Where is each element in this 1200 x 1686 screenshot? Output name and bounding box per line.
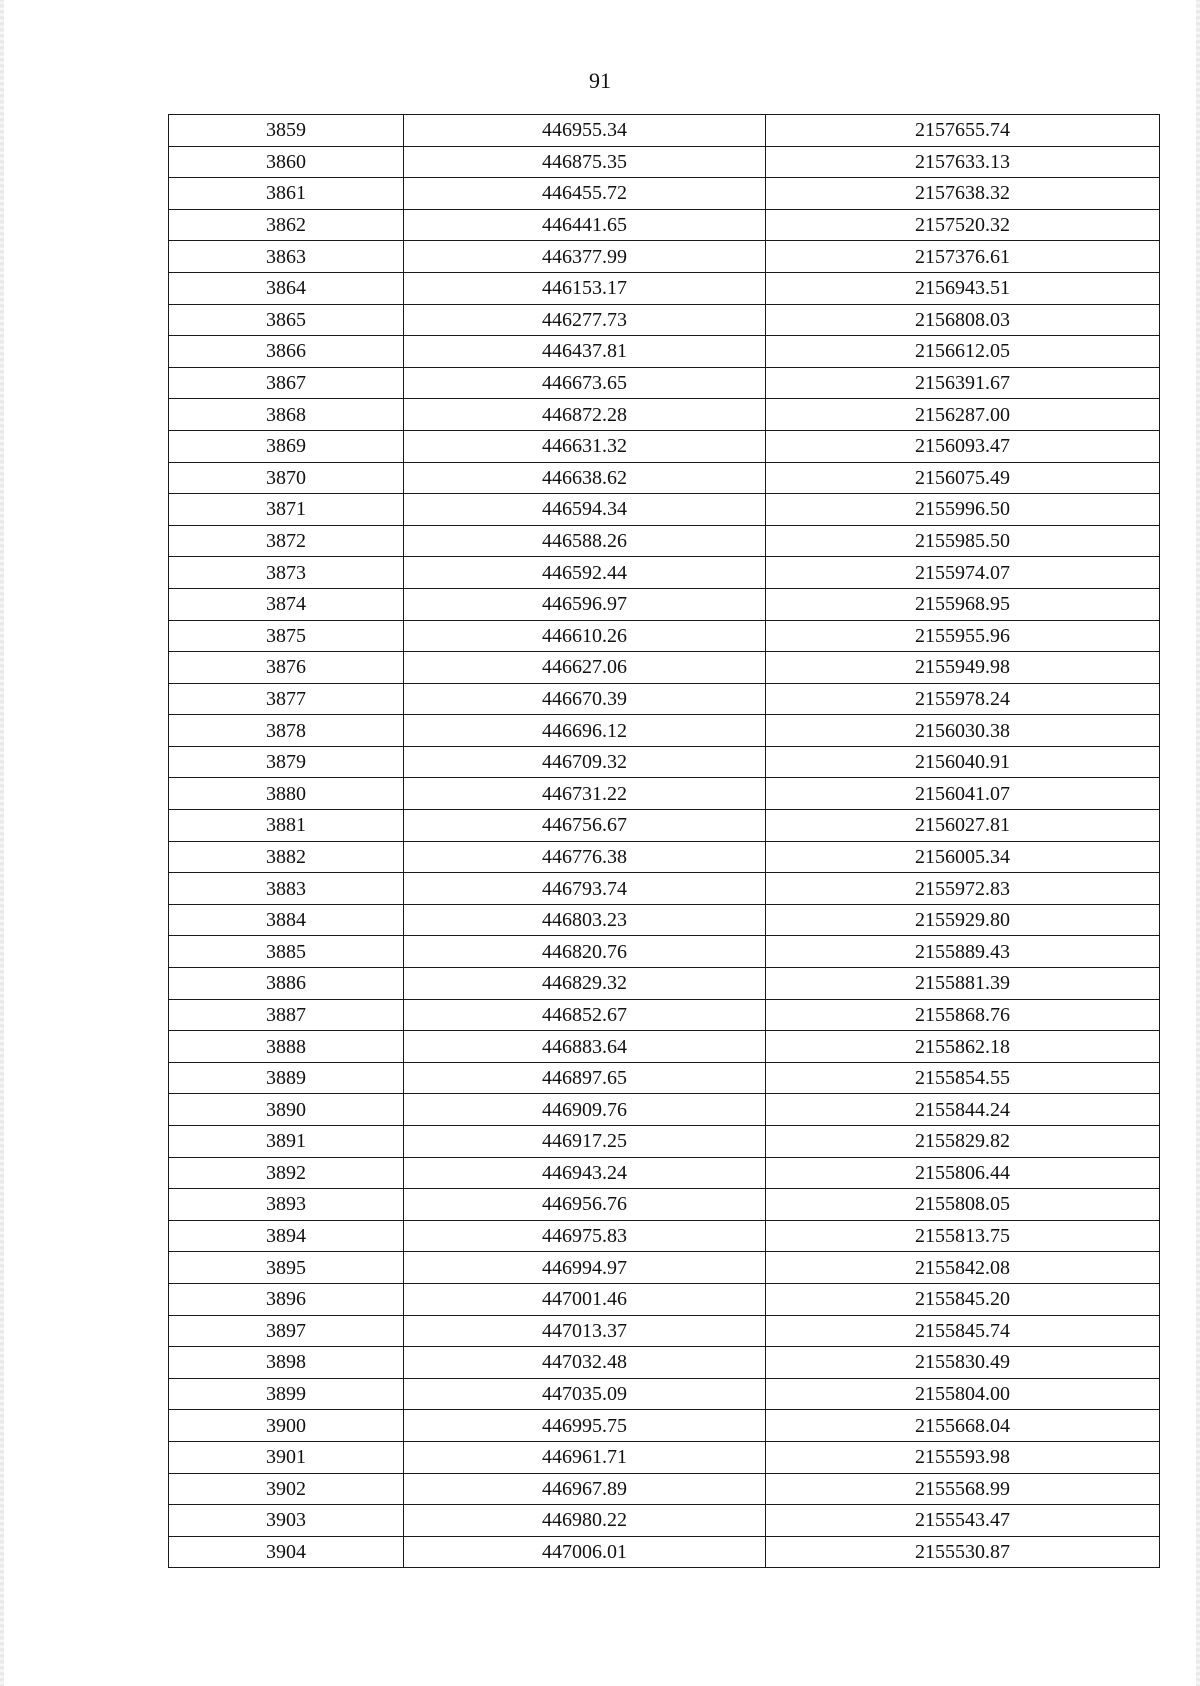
point-number-cell: 3892	[169, 1157, 404, 1189]
point-number-cell: 3877	[169, 683, 404, 715]
point-number-cell: 3899	[169, 1378, 404, 1410]
x-coordinate-cell: 446588.26	[404, 525, 766, 557]
table-row	[169, 178, 1160, 210]
coordinates-table	[168, 114, 1160, 1568]
y-coordinate-cell: 2156040.91	[766, 746, 1160, 778]
y-coordinate-cell: 2155668.04	[766, 1410, 1160, 1442]
table-row	[169, 778, 1160, 810]
x-coordinate-cell: 447035.09	[404, 1378, 766, 1410]
x-coordinate-cell: 446627.06	[404, 652, 766, 684]
table-row	[169, 683, 1160, 715]
point-number-cell: 3865	[169, 304, 404, 336]
table-row	[169, 304, 1160, 336]
y-coordinate-cell: 2156030.38	[766, 715, 1160, 747]
x-coordinate-cell: 446277.73	[404, 304, 766, 336]
x-coordinate-cell: 446917.25	[404, 1126, 766, 1158]
point-number-cell: 3882	[169, 841, 404, 873]
point-number-cell: 3897	[169, 1315, 404, 1347]
point-number-cell: 3888	[169, 1031, 404, 1063]
point-number-cell: 3894	[169, 1220, 404, 1252]
y-coordinate-cell: 2155593.98	[766, 1441, 1160, 1473]
x-coordinate-cell: 446596.97	[404, 588, 766, 620]
y-coordinate-cell: 2155889.43	[766, 936, 1160, 968]
table-row	[169, 968, 1160, 1000]
table-row	[169, 430, 1160, 462]
table-row	[169, 1505, 1160, 1537]
point-number-cell: 3889	[169, 1062, 404, 1094]
table-row	[169, 1347, 1160, 1379]
x-coordinate-cell: 446437.81	[404, 336, 766, 368]
y-coordinate-cell: 2155949.98	[766, 652, 1160, 684]
x-coordinate-cell: 446696.12	[404, 715, 766, 747]
table-row	[169, 1315, 1160, 1347]
x-coordinate-cell: 446709.32	[404, 746, 766, 778]
x-coordinate-cell: 447013.37	[404, 1315, 766, 1347]
point-number-cell: 3867	[169, 367, 404, 399]
table-row	[169, 904, 1160, 936]
y-coordinate-cell: 2155972.83	[766, 873, 1160, 905]
x-coordinate-cell: 446909.76	[404, 1094, 766, 1126]
scan-edge-right	[1196, 0, 1200, 1686]
x-coordinate-cell: 446731.22	[404, 778, 766, 810]
x-coordinate-cell: 446967.89	[404, 1473, 766, 1505]
x-coordinate-cell: 446955.34	[404, 115, 766, 147]
y-coordinate-cell: 2155845.74	[766, 1315, 1160, 1347]
x-coordinate-cell: 446995.75	[404, 1410, 766, 1442]
table-row	[169, 620, 1160, 652]
y-coordinate-cell: 2156391.67	[766, 367, 1160, 399]
y-coordinate-cell: 2155868.76	[766, 999, 1160, 1031]
x-coordinate-cell: 446673.65	[404, 367, 766, 399]
x-coordinate-cell: 446897.65	[404, 1062, 766, 1094]
y-coordinate-cell: 2156808.03	[766, 304, 1160, 336]
table-row	[169, 652, 1160, 684]
y-coordinate-cell: 2155996.50	[766, 494, 1160, 526]
x-coordinate-cell: 446803.23	[404, 904, 766, 936]
table-row	[169, 873, 1160, 905]
point-number-cell: 3873	[169, 557, 404, 589]
point-number-cell: 3878	[169, 715, 404, 747]
table-row	[169, 1536, 1160, 1568]
point-number-cell: 3870	[169, 462, 404, 494]
point-number-cell: 3902	[169, 1473, 404, 1505]
y-coordinate-cell: 2155881.39	[766, 968, 1160, 1000]
x-coordinate-cell: 446829.32	[404, 968, 766, 1000]
y-coordinate-cell: 2155845.20	[766, 1283, 1160, 1315]
table-row	[169, 1157, 1160, 1189]
point-number-cell: 3874	[169, 588, 404, 620]
point-number-cell: 3881	[169, 810, 404, 842]
table-row	[169, 1410, 1160, 1442]
point-number-cell: 3868	[169, 399, 404, 431]
y-coordinate-cell: 2157520.32	[766, 209, 1160, 241]
point-number-cell: 3864	[169, 272, 404, 304]
x-coordinate-cell: 446883.64	[404, 1031, 766, 1063]
table-row	[169, 1062, 1160, 1094]
point-number-cell: 3895	[169, 1252, 404, 1284]
x-coordinate-cell: 447006.01	[404, 1536, 766, 1568]
x-coordinate-cell: 446776.38	[404, 841, 766, 873]
table-row	[169, 146, 1160, 178]
x-coordinate-cell: 446377.99	[404, 241, 766, 273]
y-coordinate-cell: 2155985.50	[766, 525, 1160, 557]
point-number-cell: 3893	[169, 1189, 404, 1221]
y-coordinate-cell: 2155830.49	[766, 1347, 1160, 1379]
y-coordinate-cell: 2155929.80	[766, 904, 1160, 936]
y-coordinate-cell: 2156287.00	[766, 399, 1160, 431]
x-coordinate-cell: 446975.83	[404, 1220, 766, 1252]
x-coordinate-cell: 446756.67	[404, 810, 766, 842]
x-coordinate-cell: 446441.65	[404, 209, 766, 241]
x-coordinate-cell: 446820.76	[404, 936, 766, 968]
table-row	[169, 462, 1160, 494]
y-coordinate-cell: 2155829.82	[766, 1126, 1160, 1158]
x-coordinate-cell: 446153.17	[404, 272, 766, 304]
y-coordinate-cell: 2156612.05	[766, 336, 1160, 368]
table-row	[169, 272, 1160, 304]
point-number-cell: 3883	[169, 873, 404, 905]
y-coordinate-cell: 2155854.55	[766, 1062, 1160, 1094]
y-coordinate-cell: 2155804.00	[766, 1378, 1160, 1410]
x-coordinate-cell: 446670.39	[404, 683, 766, 715]
x-coordinate-cell: 446875.35	[404, 146, 766, 178]
x-coordinate-cell: 446594.34	[404, 494, 766, 526]
point-number-cell: 3872	[169, 525, 404, 557]
point-number-cell: 3904	[169, 1536, 404, 1568]
point-number-cell: 3884	[169, 904, 404, 936]
table-row	[169, 1283, 1160, 1315]
point-number-cell: 3891	[169, 1126, 404, 1158]
y-coordinate-cell: 2157638.32	[766, 178, 1160, 210]
table-row	[169, 241, 1160, 273]
point-number-cell: 3876	[169, 652, 404, 684]
y-coordinate-cell: 2155968.95	[766, 588, 1160, 620]
y-coordinate-cell: 2155955.96	[766, 620, 1160, 652]
table-row	[169, 1031, 1160, 1063]
point-number-cell: 3890	[169, 1094, 404, 1126]
table-row	[169, 1441, 1160, 1473]
y-coordinate-cell: 2156005.34	[766, 841, 1160, 873]
y-coordinate-cell: 2156075.49	[766, 462, 1160, 494]
point-number-cell: 3896	[169, 1283, 404, 1315]
y-coordinate-cell: 2155813.75	[766, 1220, 1160, 1252]
point-number-cell: 3866	[169, 336, 404, 368]
page-number: 91	[589, 68, 611, 93]
point-number-cell: 3862	[169, 209, 404, 241]
table-row	[169, 336, 1160, 368]
y-coordinate-cell: 2155844.24	[766, 1094, 1160, 1126]
x-coordinate-cell: 447001.46	[404, 1283, 766, 1315]
x-coordinate-cell: 447032.48	[404, 1347, 766, 1379]
y-coordinate-cell: 2157376.61	[766, 241, 1160, 273]
y-coordinate-cell: 2156943.51	[766, 272, 1160, 304]
table-row	[169, 1189, 1160, 1221]
x-coordinate-cell: 446852.67	[404, 999, 766, 1031]
point-number-cell: 3885	[169, 936, 404, 968]
x-coordinate-cell: 446793.74	[404, 873, 766, 905]
table-row	[169, 1094, 1160, 1126]
x-coordinate-cell: 446994.97	[404, 1252, 766, 1284]
table-row	[169, 1473, 1160, 1505]
table-row	[169, 525, 1160, 557]
table-row	[169, 715, 1160, 747]
y-coordinate-cell: 2155808.05	[766, 1189, 1160, 1221]
y-coordinate-cell: 2157655.74	[766, 115, 1160, 147]
table-row	[169, 936, 1160, 968]
y-coordinate-cell: 2155806.44	[766, 1157, 1160, 1189]
table-row	[169, 557, 1160, 589]
x-coordinate-cell: 446455.72	[404, 178, 766, 210]
table-row	[169, 1252, 1160, 1284]
y-coordinate-cell: 2155978.24	[766, 683, 1160, 715]
point-number-cell: 3903	[169, 1505, 404, 1537]
y-coordinate-cell: 2156041.07	[766, 778, 1160, 810]
y-coordinate-cell: 2156093.47	[766, 430, 1160, 462]
point-number-cell: 3859	[169, 115, 404, 147]
table-row	[169, 494, 1160, 526]
point-number-cell: 3871	[169, 494, 404, 526]
point-number-cell: 3898	[169, 1347, 404, 1379]
y-coordinate-cell: 2155974.07	[766, 557, 1160, 589]
table-row	[169, 399, 1160, 431]
table-row	[169, 999, 1160, 1031]
point-number-cell: 3901	[169, 1441, 404, 1473]
x-coordinate-cell: 446956.76	[404, 1189, 766, 1221]
table-row	[169, 1220, 1160, 1252]
point-number-cell: 3879	[169, 746, 404, 778]
point-number-cell: 3861	[169, 178, 404, 210]
x-coordinate-cell: 446872.28	[404, 399, 766, 431]
table-row	[169, 209, 1160, 241]
y-coordinate-cell: 2157633.13	[766, 146, 1160, 178]
x-coordinate-cell: 446592.44	[404, 557, 766, 589]
table-row	[169, 367, 1160, 399]
table-row	[169, 810, 1160, 842]
point-number-cell: 3863	[169, 241, 404, 273]
point-number-cell: 3860	[169, 146, 404, 178]
point-number-cell: 3875	[169, 620, 404, 652]
table-row	[169, 588, 1160, 620]
point-number-cell: 3900	[169, 1410, 404, 1442]
coordinates-table-body	[169, 115, 1160, 1568]
table-row	[169, 746, 1160, 778]
scan-edge-left	[0, 0, 4, 1686]
point-number-cell: 3880	[169, 778, 404, 810]
x-coordinate-cell: 446638.62	[404, 462, 766, 494]
y-coordinate-cell: 2155568.99	[766, 1473, 1160, 1505]
table-row	[169, 1378, 1160, 1410]
y-coordinate-cell: 2155530.87	[766, 1536, 1160, 1568]
point-number-cell: 3887	[169, 999, 404, 1031]
table-row	[169, 1126, 1160, 1158]
x-coordinate-cell: 446980.22	[404, 1505, 766, 1537]
point-number-cell: 3886	[169, 968, 404, 1000]
table-row	[169, 841, 1160, 873]
y-coordinate-cell: 2155862.18	[766, 1031, 1160, 1063]
x-coordinate-cell: 446943.24	[404, 1157, 766, 1189]
y-coordinate-cell: 2155842.08	[766, 1252, 1160, 1284]
x-coordinate-cell: 446631.32	[404, 430, 766, 462]
y-coordinate-cell: 2156027.81	[766, 810, 1160, 842]
y-coordinate-cell: 2155543.47	[766, 1505, 1160, 1537]
x-coordinate-cell: 446610.26	[404, 620, 766, 652]
x-coordinate-cell: 446961.71	[404, 1441, 766, 1473]
table-row	[169, 115, 1160, 147]
point-number-cell: 3869	[169, 430, 404, 462]
